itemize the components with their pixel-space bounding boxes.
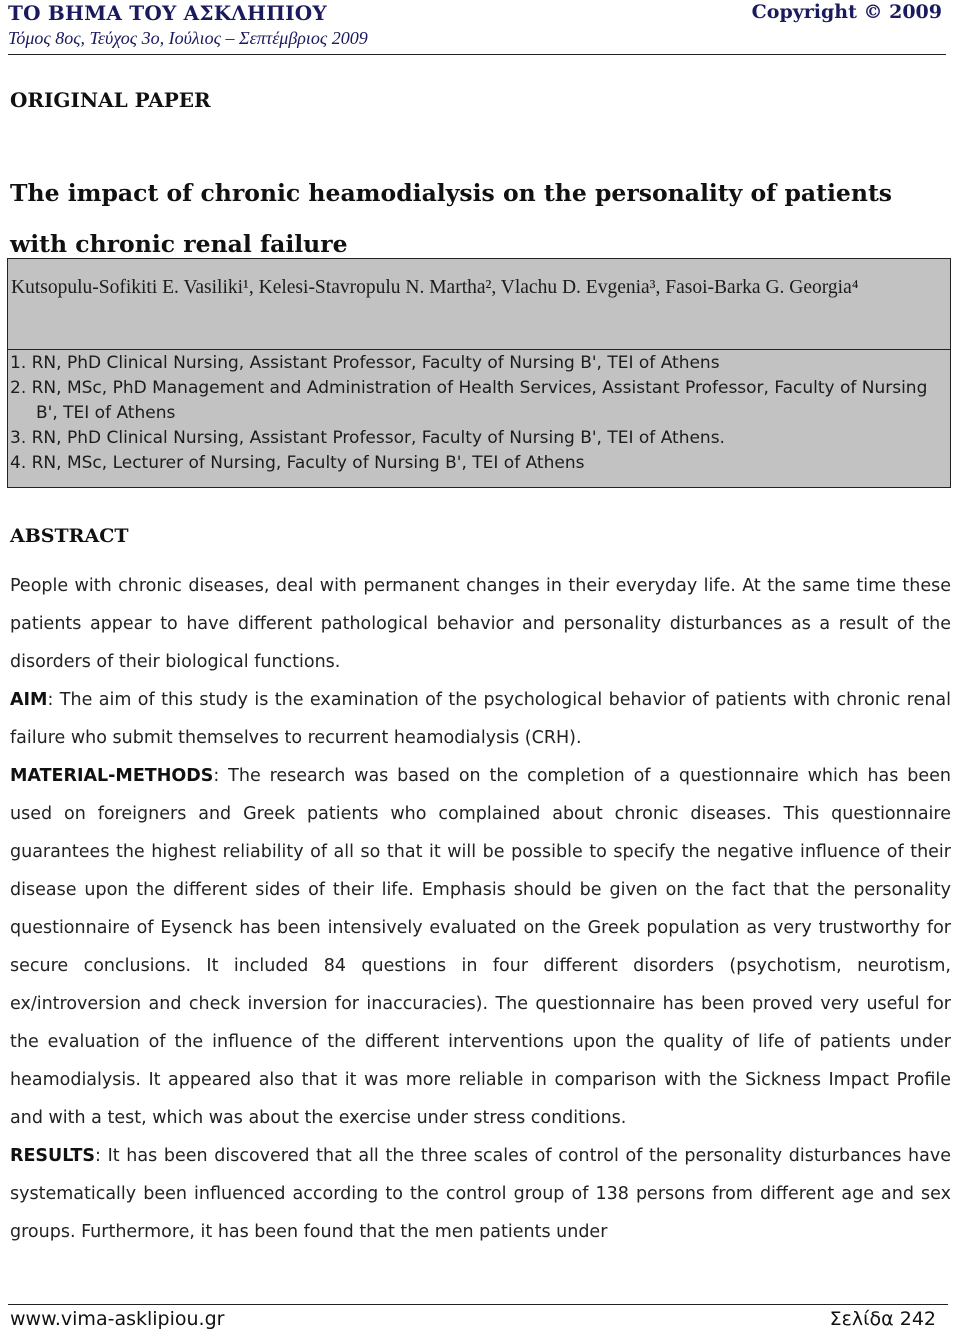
journal-name: ΤΟ ΒΗΜΑ ΤΟΥ ΑΣΚΛΗΠΙΟΥ	[8, 1, 327, 25]
paper-type: ORIGINAL PAPER	[10, 88, 211, 112]
affiliation-item: 3. RN, PhD Clinical Nursing, Assistant Professor, Faculty of Nursing B', TEI of Athens.	[10, 428, 725, 448]
results-label: RESULTS	[10, 1146, 96, 1166]
affiliation-item: 4. RN, MSc, Lecturer of Nursing, Faculty of Nursing B', TEI of Athens	[10, 453, 585, 473]
copyright-notice: Copyright © 2009	[751, 1, 942, 23]
page-header	[8, 0, 946, 55]
author-divider	[8, 349, 950, 350]
methods-label: MATERIAL-METHODS	[10, 766, 214, 786]
abstract-methods	[10, 757, 951, 1137]
aim-label: AIM	[10, 690, 48, 710]
author-box	[7, 258, 951, 488]
journal-issue: Τόμος 8ος, Τεύχος 3ο, Ιούλιος – Σεπτέμβριος 2009	[8, 28, 368, 48]
abstract-intro: People with chronic diseases, deal with permanent changes in their everyday life. At the same time these patients appear to have different pathological behavior and personality disturbances as a result of the disorders of their biological functions.	[10, 576, 951, 672]
abstract-body	[10, 567, 951, 1251]
aim-text: : The aim of this study is the examination of the psychological behavior of patients with chronic renal failure who submit themselves to recurrent heamodialysis (CRH).	[10, 690, 951, 748]
abstract-heading: ABSTRACT	[10, 525, 129, 547]
affiliation-item: 2. RN, MSc, PhD Management and Administration of Health Services, Assistant Professor, Faculty of Nursing B', TEI of Athens	[10, 378, 928, 423]
affiliation-item: 1. RN, PhD Clinical Nursing, Assistant Professor, Faculty of Nursing B', TEI of Athens	[10, 353, 720, 373]
results-text: : It has been discovered that all the three scales of control of the personality disturbances have systematically been influenced according to the control group of 138 persons from different age and sex groups. Furthermore, it has been found that the men patients under	[10, 1146, 951, 1242]
author-list: Kutsopulu-Sofikiti E. Vasiliki¹, Kelesi-Stavropulu N. Martha², Vlachu D. Evgenia³, Fasoi-Barka G. Georgia⁴	[11, 277, 859, 298]
methods-text: : The research was based on the completion of a questionnaire which has been used on foreigners and Greek patients who complained about chronic diseases. This questionnaire guarantees the highest reliability of all so that it will be possible to specify the negative influence of their disease upon the different sides of their life. Emphasis should be given on the fact that the personality questionnaire of Eysenck has been intensively evaluated on the Greek population as very trustworthy for secure conclusions. It included 84 questions in four different disorders (psychotism, neurotism, ex/introversion and check inversion for inaccuracies). The questionnaire has been proved very useful for the evaluation of the influence of the different interventions upon the quality of life of patients under heamodialysis. It appeared also that it was more reliable in comparison with the Sickness Impact Profile and with a test, which was about the exercise under stress conditions.	[10, 766, 951, 1128]
paper-title: The impact of chronic heamodialysis on the personality of patients with chronic renal failure	[10, 179, 893, 258]
affiliation-list	[10, 351, 945, 476]
page-number: Σελίδα 242	[829, 1308, 936, 1330]
footer-divider	[8, 1304, 948, 1305]
abstract-results	[10, 1137, 951, 1251]
abstract-aim	[10, 681, 951, 757]
footer-website-link[interactable]: www.vima-asklipiou.gr	[10, 1308, 225, 1330]
